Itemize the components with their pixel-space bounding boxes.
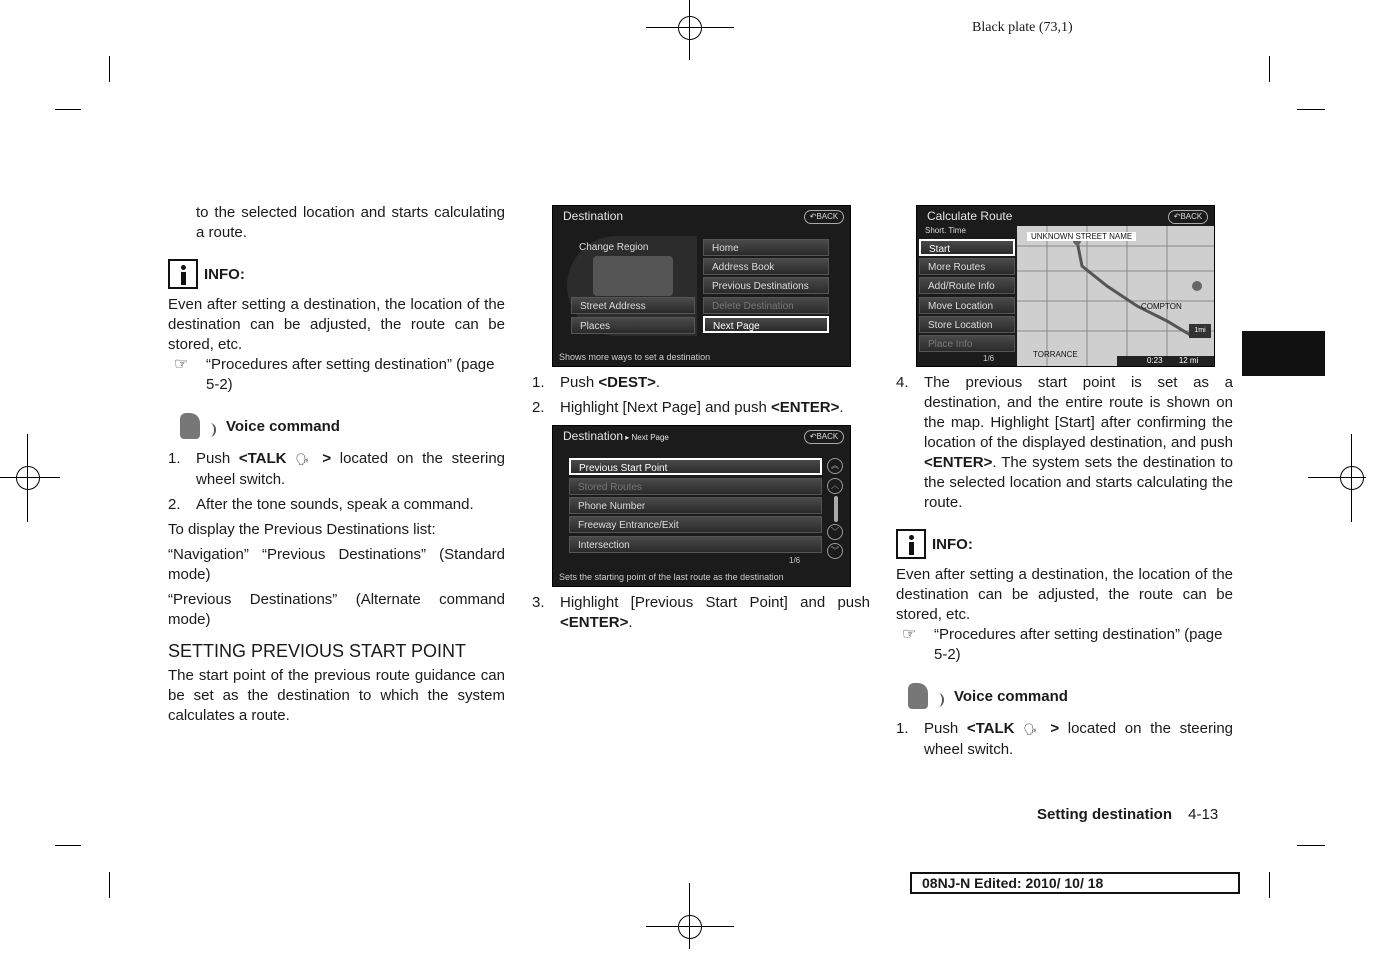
step-text: . <box>628 614 633 631</box>
step-number: 4. <box>896 374 909 391</box>
section-title: SETTING PREVIOUS START POINT <box>168 641 467 661</box>
step-body <box>560 398 870 418</box>
route-distance: 12 mi <box>1178 356 1199 365</box>
step-body: After the tone sounds, speak a command. <box>196 496 474 513</box>
crop-mark <box>1269 872 1270 898</box>
menu-item-store-location[interactable]: Store Location <box>919 316 1015 333</box>
voice-command-icon <box>176 409 218 443</box>
registration-mark <box>1330 456 1374 500</box>
step <box>896 373 1233 513</box>
voice-command-icon <box>904 679 946 713</box>
page-down-icon[interactable]: ︾ <box>827 543 843 559</box>
voice-heading <box>168 409 505 443</box>
section-text: The start point of the previous route guidance can be set as the destination to which the system calculates a route. <box>168 667 505 724</box>
step <box>532 373 870 393</box>
crop-mark <box>1269 56 1270 82</box>
status-text: Shows more ways to set a destination <box>559 352 711 362</box>
street-name: UNKNOWN STREET NAME <box>1027 232 1136 241</box>
list-item-freeway-entrance-exit[interactable]: Freeway Entrance/Exit <box>569 516 822 533</box>
crop-mark <box>55 845 81 846</box>
step-number: 3. <box>532 594 545 611</box>
page-indicator: 1/6 <box>983 354 995 363</box>
step-text: . <box>655 374 661 391</box>
destination-screen <box>552 205 851 367</box>
us-map-icon <box>593 256 673 296</box>
step-body <box>560 593 870 633</box>
scroll-down-icon[interactable]: ﹀ <box>827 524 843 540</box>
info-icon <box>168 259 198 289</box>
registration-mark <box>6 456 50 500</box>
step <box>532 593 870 633</box>
step-text: Push <box>560 374 599 391</box>
step-text: located on the steering wheel switch. <box>924 720 1234 758</box>
chapter-tab <box>1242 331 1325 376</box>
step-text: . The system sets the destination to the selected location and starts calculating the route. <box>924 454 1233 511</box>
status-text: Sets the starting point of the last route as the destination <box>559 572 784 582</box>
back-button[interactable] <box>804 430 844 444</box>
voice-label: Voice command <box>954 687 1068 705</box>
subtitle-text: Next Page <box>631 433 669 442</box>
step-body <box>560 373 870 393</box>
menu-item-street-address[interactable]: Street Address <box>571 297 695 314</box>
step <box>532 398 870 418</box>
calculate-route-screen <box>916 205 1215 367</box>
step-number: 1. <box>532 374 545 391</box>
back-label: BACK <box>1180 212 1203 221</box>
reference-text: “Procedures after setting destination” (page 5-2) <box>206 356 495 393</box>
info-text: Even after setting a destination, the location of the destination can be adjusted, the route can be stored, etc. <box>168 296 505 353</box>
enter-key: <ENTER> <box>770 399 840 416</box>
step-3 <box>532 593 870 633</box>
page-indicator: 1/6 <box>789 556 801 565</box>
back-button[interactable] <box>804 210 844 224</box>
enter-key: <ENTER> <box>560 614 629 631</box>
step-number: 1. <box>168 450 181 467</box>
enter-key: <ENTER> <box>924 454 993 471</box>
route-summary <box>1117 356 1214 366</box>
intro-text: to the selected location and starts calculating a route. <box>196 204 505 241</box>
voice-step <box>168 449 505 490</box>
menu-item-places[interactable]: Places <box>571 317 695 334</box>
back-label: BACK <box>816 212 839 221</box>
crop-mark <box>55 109 81 110</box>
crop-mark <box>1297 845 1325 846</box>
voice-step <box>168 495 505 515</box>
menu-item-previous-destinations[interactable]: Previous Destinations <box>703 277 829 294</box>
screen-title: Destination ▸ Next Page <box>563 429 669 443</box>
pointing-hand-icon: ☞ <box>174 356 189 373</box>
page-up-icon[interactable]: ︽ <box>827 458 843 474</box>
talk-icon: 🗣 <box>295 454 314 466</box>
steps-1-2 <box>532 373 870 418</box>
crop-mark <box>1297 109 1325 110</box>
talk-icon: 🗣 <box>1023 724 1042 736</box>
edited-stamp: 08NJ-N Edited: 2010/ 10/ 18 <box>910 872 1240 894</box>
footer-section: Setting destination <box>1037 806 1172 823</box>
step-text: The previous start point is set as a destination, and the entire route is shown on the map. Highlight [Start] after confirming the location of the displayed destination, and push <box>924 374 1233 451</box>
talk-key: <TALK <box>966 720 1015 737</box>
map-roads <box>1017 226 1214 366</box>
list-item-previous-start-point[interactable]: Previous Start Point <box>569 458 822 475</box>
menu-item-next-page[interactable]: Next Page <box>703 316 829 333</box>
info-reference <box>168 355 505 395</box>
list-item-intersection[interactable]: Intersection <box>569 536 822 553</box>
menu-item-delete-destination[interactable]: Delete Destination <box>703 297 829 314</box>
page-footer <box>1037 806 1218 823</box>
plate-label: Black plate (73,1) <box>972 20 1073 35</box>
command-alternate: “Previous Destinations” (Alternate command mode) <box>168 591 505 628</box>
info-heading <box>896 529 1233 559</box>
step-body <box>924 373 1233 513</box>
step-number: 1. <box>896 720 909 737</box>
route-time: 0:23 <box>1147 356 1163 365</box>
menu-item-move-location[interactable]: Move Location <box>919 297 1015 314</box>
dest-key: <DEST> <box>598 374 656 391</box>
crop-mark <box>109 56 110 82</box>
menu-item-add-route-info[interactable]: Add/Route Info <box>919 277 1015 294</box>
voice-label: Voice command <box>226 417 340 435</box>
reference-text: “Procedures after setting destination” (page 5-2) <box>934 626 1223 663</box>
talk-key: <TALK <box>238 450 287 467</box>
pointing-hand-icon: ☞ <box>902 626 917 643</box>
page-number: 4-13 <box>1188 806 1219 823</box>
list-item-stored-routes[interactable]: Stored Routes <box>569 478 822 495</box>
registration-mark <box>668 6 712 50</box>
info-icon <box>896 529 926 559</box>
list-item-phone-number[interactable]: Phone Number <box>569 497 822 514</box>
step-text: Push <box>924 720 967 737</box>
menu-item-change-region[interactable]: Change Region <box>579 242 649 253</box>
back-button[interactable] <box>1168 210 1208 224</box>
screen-title: Destination <box>563 209 624 223</box>
screen-title: Calculate Route <box>927 209 1013 223</box>
title-text: Destination <box>563 429 624 443</box>
info-label: INFO: <box>932 535 973 553</box>
step-text: Highlight [Next Page] and push <box>560 399 771 416</box>
step-number: 2. <box>532 399 545 416</box>
back-label: BACK <box>816 432 839 441</box>
voice-step <box>896 719 1233 760</box>
menu-item-home[interactable]: Home <box>703 239 829 256</box>
menu-item-place-info[interactable]: Place Info <box>919 335 1015 352</box>
step-body: Push <TALK 🗣 > located on the steering wheel switch. <box>196 450 506 488</box>
step-number: 2. <box>168 496 181 513</box>
display-text: To display the Previous Destinations list: <box>168 521 436 538</box>
column-3-text <box>896 373 1233 760</box>
menu-item-start[interactable]: Start <box>919 239 1015 256</box>
back-arrow-icon: ↶ <box>809 212 817 221</box>
column-1 <box>168 203 505 726</box>
command-standard: “Navigation” “Previous Destinations” (Standard mode) <box>168 546 505 583</box>
info-reference <box>896 625 1233 665</box>
step-body: Push <TALK 🗣 > located on the steering wheel switch. <box>924 720 1234 758</box>
city-label: TORRANCE <box>1033 350 1078 359</box>
info-label: INFO: <box>204 265 245 283</box>
step-text: located on the steering wheel switch. <box>196 450 506 488</box>
info-text: Even after setting a destination, the location of the destination can be adjusted, the route can be stored, etc. <box>896 566 1233 623</box>
next-page-screen <box>552 425 851 587</box>
step-text: Push <box>196 450 239 467</box>
back-arrow-icon: ↶ <box>809 432 817 441</box>
menu-item-address-book[interactable]: Address Book <box>703 258 829 275</box>
route-mode: Short. Time <box>925 226 966 235</box>
scrollbar[interactable] <box>834 496 838 522</box>
scroll-up-icon[interactable]: ︿ <box>827 478 843 494</box>
step-text: Highlight [Previous Start Point] and push <box>560 594 870 611</box>
route-map <box>1017 226 1214 366</box>
crop-mark <box>109 872 110 898</box>
map-scale: 1mi <box>1189 324 1211 338</box>
city-label: COMPTON <box>1141 302 1182 311</box>
registration-mark <box>668 905 712 949</box>
voice-heading <box>896 679 1233 713</box>
info-heading <box>168 259 505 289</box>
step-text: . <box>839 399 844 416</box>
menu-item-more-routes[interactable]: More Routes <box>919 258 1015 275</box>
back-arrow-icon: ↶ <box>1173 212 1181 221</box>
